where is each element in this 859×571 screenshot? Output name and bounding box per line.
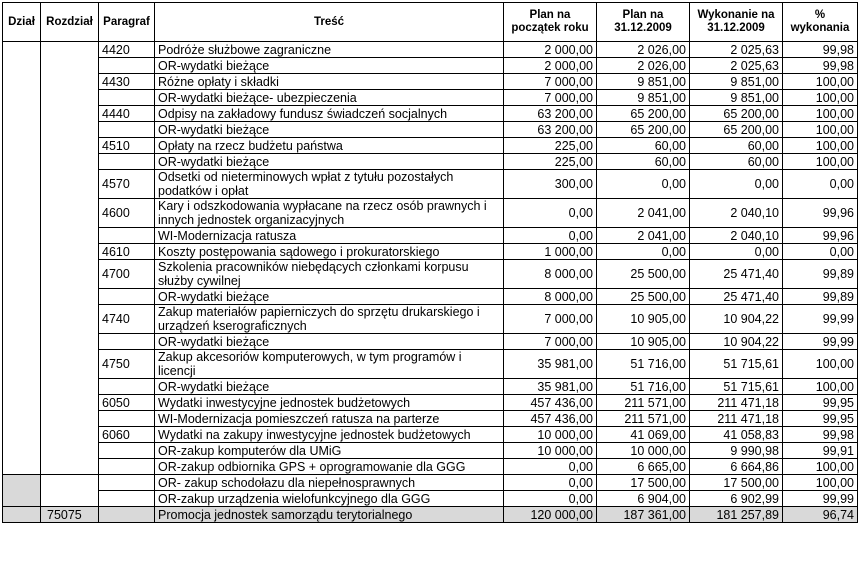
plan-start-cell: 10 000,00 <box>504 427 597 443</box>
plan-end-cell: 65 200,00 <box>597 122 690 138</box>
plan-start-cell: 63 200,00 <box>504 106 597 122</box>
plan-start-cell: 0,00 <box>504 228 597 244</box>
table-row <box>3 491 858 507</box>
plan-end-cell: 211 571,00 <box>597 411 690 427</box>
tresc-cell: OR-wydatki bieżące <box>155 289 504 305</box>
summary-plan-start-cell: 120 000,00 <box>504 507 597 523</box>
table-row <box>3 443 858 459</box>
wykonanie-cell: 2 025,63 <box>690 58 783 74</box>
paragraf-cell <box>99 475 155 491</box>
plan-end-cell: 2 041,00 <box>597 199 690 228</box>
percent-cell: 100,00 <box>783 74 858 90</box>
tresc-cell: OR-wydatki bieżące- ubezpieczenia <box>155 90 504 106</box>
tresc-cell: OR-wydatki bieżące <box>155 58 504 74</box>
percent-cell: 100,00 <box>783 90 858 106</box>
tresc-cell: Zakup materiałów papierniczych do sprzętu drukarskiego i urządzeń kserograficznych <box>155 305 504 334</box>
tresc-cell: Wydatki inwestycyjne jednostek budżetowych <box>155 395 504 411</box>
plan-end-cell: 0,00 <box>597 244 690 260</box>
wykonanie-cell: 9 851,00 <box>690 90 783 106</box>
plan-end-cell: 10 905,00 <box>597 334 690 350</box>
tresc-cell: WI-Modernizacja ratusza <box>155 228 504 244</box>
summary-row <box>3 507 858 523</box>
wykonanie-cell: 60,00 <box>690 154 783 170</box>
percent-cell: 100,00 <box>783 350 858 379</box>
plan-end-cell: 0,00 <box>597 170 690 199</box>
wykonanie-cell: 211 471,18 <box>690 395 783 411</box>
tresc-cell: OR-wydatki bieżące <box>155 379 504 395</box>
table-row <box>3 228 858 244</box>
tresc-cell: OR-zakup komputerów dla UMiG <box>155 443 504 459</box>
percent-cell: 99,89 <box>783 289 858 305</box>
tresc-cell: Odsetki od nieterminowych wpłat z tytułu pozostałych podatków i opłat <box>155 170 504 199</box>
percent-cell: 99,96 <box>783 199 858 228</box>
table-body <box>3 42 858 523</box>
summary-wykonanie-cell: 181 257,89 <box>690 507 783 523</box>
table-row <box>3 244 858 260</box>
paragraf-cell: 4700 <box>99 260 155 289</box>
tresc-cell: OR-zakup odbiornika GPS + oprogramowanie dla GGG <box>155 459 504 475</box>
percent-cell: 99,95 <box>783 395 858 411</box>
plan-start-cell: 225,00 <box>504 154 597 170</box>
plan-end-cell: 17 500,00 <box>597 475 690 491</box>
plan-end-cell: 51 716,00 <box>597 350 690 379</box>
plan-start-cell: 0,00 <box>504 475 597 491</box>
plan-start-cell: 7 000,00 <box>504 334 597 350</box>
percent-cell: 0,00 <box>783 244 858 260</box>
plan-end-cell: 51 716,00 <box>597 379 690 395</box>
paragraf-cell: 4750 <box>99 350 155 379</box>
table-row <box>3 260 858 289</box>
plan-start-cell: 457 436,00 <box>504 411 597 427</box>
rozdzial-cell-blank <box>41 475 99 507</box>
wykonanie-cell: 25 471,40 <box>690 289 783 305</box>
wykonanie-cell: 51 715,61 <box>690 379 783 395</box>
plan-end-cell: 2 026,00 <box>597 42 690 58</box>
paragraf-cell: 4600 <box>99 199 155 228</box>
summary-tresc-cell: Promocja jednostek samorządu terytorialnego <box>155 507 504 523</box>
percent-cell: 100,00 <box>783 138 858 154</box>
percent-cell: 100,00 <box>783 475 858 491</box>
plan-start-cell: 7 000,00 <box>504 90 597 106</box>
plan-start-cell: 0,00 <box>504 491 597 507</box>
plan-start-cell: 300,00 <box>504 170 597 199</box>
header-percent: % wykonania <box>783 3 858 42</box>
plan-start-cell: 63 200,00 <box>504 122 597 138</box>
plan-end-cell: 60,00 <box>597 138 690 154</box>
table-row <box>3 350 858 379</box>
plan-end-cell: 25 500,00 <box>597 289 690 305</box>
header-paragraf: Paragraf <box>99 3 155 42</box>
wykonanie-cell: 211 471,18 <box>690 411 783 427</box>
header-dzial: Dział <box>3 3 41 42</box>
percent-cell: 100,00 <box>783 106 858 122</box>
summary-dzial-cell <box>3 507 41 523</box>
table-row <box>3 170 858 199</box>
plan-end-cell: 9 851,00 <box>597 90 690 106</box>
table-row <box>3 74 858 90</box>
summary-plan-end-cell: 187 361,00 <box>597 507 690 523</box>
header-wykonanie: Wykonanie na 31.12.2009 <box>690 3 783 42</box>
plan-start-cell: 35 981,00 <box>504 379 597 395</box>
wykonanie-cell: 0,00 <box>690 170 783 199</box>
table-row <box>3 475 858 491</box>
percent-cell: 99,98 <box>783 58 858 74</box>
header-rozdzial: Rozdział <box>41 3 99 42</box>
tresc-cell: Podróże służbowe zagraniczne <box>155 42 504 58</box>
percent-cell: 99,98 <box>783 427 858 443</box>
paragraf-cell: 6050 <box>99 395 155 411</box>
table-row <box>3 459 858 475</box>
dzial-cell <box>3 42 41 475</box>
paragraf-cell: 4740 <box>99 305 155 334</box>
wykonanie-cell: 65 200,00 <box>690 122 783 138</box>
plan-start-cell: 0,00 <box>504 459 597 475</box>
paragraf-cell <box>99 154 155 170</box>
table-row <box>3 154 858 170</box>
tresc-cell: Kary i odszkodowania wypłacane na rzecz osób prawnych i innych jednostek organizacyjnych <box>155 199 504 228</box>
percent-cell: 0,00 <box>783 170 858 199</box>
table-row <box>3 138 858 154</box>
wykonanie-cell: 2 040,10 <box>690 199 783 228</box>
tresc-cell: WI-Modernizacja pomieszczeń ratusza na parterze <box>155 411 504 427</box>
percent-cell: 100,00 <box>783 459 858 475</box>
percent-cell: 99,99 <box>783 334 858 350</box>
plan-end-cell: 6 665,00 <box>597 459 690 475</box>
percent-cell: 100,00 <box>783 154 858 170</box>
table-row <box>3 427 858 443</box>
plan-start-cell: 10 000,00 <box>504 443 597 459</box>
table-row <box>3 42 858 58</box>
percent-cell: 99,99 <box>783 491 858 507</box>
wykonanie-cell: 10 904,22 <box>690 305 783 334</box>
percent-cell: 99,98 <box>783 42 858 58</box>
wykonanie-cell: 60,00 <box>690 138 783 154</box>
paragraf-cell <box>99 379 155 395</box>
plan-end-cell: 65 200,00 <box>597 106 690 122</box>
wykonanie-cell: 25 471,40 <box>690 260 783 289</box>
tresc-cell: OR-wydatki bieżące <box>155 334 504 350</box>
table-row <box>3 106 858 122</box>
plan-start-cell: 0,00 <box>504 199 597 228</box>
paragraf-cell: 4510 <box>99 138 155 154</box>
paragraf-cell <box>99 289 155 305</box>
summary-percent-cell: 96,74 <box>783 507 858 523</box>
dzial-cell-shaded <box>3 475 41 507</box>
plan-start-cell: 2 000,00 <box>504 58 597 74</box>
table-row <box>3 90 858 106</box>
paragraf-cell: 6060 <box>99 427 155 443</box>
wykonanie-cell: 41 058,83 <box>690 427 783 443</box>
plan-end-cell: 2 041,00 <box>597 228 690 244</box>
paragraf-cell <box>99 443 155 459</box>
header-plan-start: Plan na początek roku <box>504 3 597 42</box>
paragraf-cell <box>99 122 155 138</box>
paragraf-cell <box>99 228 155 244</box>
paragraf-cell: 4430 <box>99 74 155 90</box>
plan-end-cell: 9 851,00 <box>597 74 690 90</box>
table-row <box>3 411 858 427</box>
table-row <box>3 379 858 395</box>
paragraf-cell: 4440 <box>99 106 155 122</box>
paragraf-cell: 4610 <box>99 244 155 260</box>
plan-start-cell: 35 981,00 <box>504 350 597 379</box>
summary-paragraf-cell <box>99 507 155 523</box>
plan-start-cell: 2 000,00 <box>504 42 597 58</box>
paragraf-cell <box>99 334 155 350</box>
percent-cell: 99,99 <box>783 305 858 334</box>
table-row <box>3 199 858 228</box>
percent-cell: 99,96 <box>783 228 858 244</box>
table-row <box>3 395 858 411</box>
percent-cell: 100,00 <box>783 379 858 395</box>
wykonanie-cell: 65 200,00 <box>690 106 783 122</box>
tresc-cell: Koszty postępowania sądowego i prokuratorskiego <box>155 244 504 260</box>
wykonanie-cell: 10 904,22 <box>690 334 783 350</box>
tresc-cell: Zakup akcesoriów komputerowych, w tym programów i licencji <box>155 350 504 379</box>
percent-cell: 100,00 <box>783 122 858 138</box>
tresc-cell: Wydatki na zakupy inwestycyjne jednostek budżetowych <box>155 427 504 443</box>
plan-end-cell: 25 500,00 <box>597 260 690 289</box>
wykonanie-cell: 0,00 <box>690 244 783 260</box>
summary-rozdzial-cell: 75075 <box>41 507 99 523</box>
percent-cell: 99,89 <box>783 260 858 289</box>
plan-end-cell: 60,00 <box>597 154 690 170</box>
wykonanie-cell: 6 902,99 <box>690 491 783 507</box>
paragraf-cell <box>99 459 155 475</box>
tresc-cell: OR- zakup schodołazu dla niepełnosprawnych <box>155 475 504 491</box>
table-row <box>3 305 858 334</box>
paragraf-cell: 4420 <box>99 42 155 58</box>
wykonanie-cell: 9 851,00 <box>690 74 783 90</box>
plan-end-cell: 6 904,00 <box>597 491 690 507</box>
plan-start-cell: 225,00 <box>504 138 597 154</box>
table-row <box>3 58 858 74</box>
plan-end-cell: 10 905,00 <box>597 305 690 334</box>
paragraf-cell <box>99 411 155 427</box>
paragraf-cell <box>99 90 155 106</box>
wykonanie-cell: 9 990,98 <box>690 443 783 459</box>
wykonanie-cell: 17 500,00 <box>690 475 783 491</box>
tresc-cell: Opłaty na rzecz budżetu państwa <box>155 138 504 154</box>
rozdzial-cell <box>41 42 99 475</box>
tresc-cell: Szkolenia pracowników niebędących członkami korpusu służby cywilnej <box>155 260 504 289</box>
plan-start-cell: 8 000,00 <box>504 260 597 289</box>
plan-end-cell: 10 000,00 <box>597 443 690 459</box>
table-row <box>3 122 858 138</box>
header-tresc: Treść <box>155 3 504 42</box>
tresc-cell: OR-zakup urządzenia wielofunkcyjnego dla GGG <box>155 491 504 507</box>
tresc-cell: OR-wydatki bieżące <box>155 122 504 138</box>
table-row <box>3 334 858 350</box>
percent-cell: 99,91 <box>783 443 858 459</box>
tresc-cell: Różne opłaty i składki <box>155 74 504 90</box>
table-row <box>3 289 858 305</box>
plan-end-cell: 41 069,00 <box>597 427 690 443</box>
percent-cell: 99,95 <box>783 411 858 427</box>
plan-start-cell: 1 000,00 <box>504 244 597 260</box>
plan-end-cell: 211 571,00 <box>597 395 690 411</box>
plan-end-cell: 2 026,00 <box>597 58 690 74</box>
plan-start-cell: 7 000,00 <box>504 305 597 334</box>
wykonanie-cell: 2 040,10 <box>690 228 783 244</box>
wykonanie-cell: 6 664,86 <box>690 459 783 475</box>
tresc-cell: OR-wydatki bieżące <box>155 154 504 170</box>
header-row <box>3 3 858 42</box>
tresc-cell: Odpisy na zakładowy fundusz świadczeń socjalnych <box>155 106 504 122</box>
plan-start-cell: 8 000,00 <box>504 289 597 305</box>
wykonanie-cell: 2 025,63 <box>690 42 783 58</box>
paragraf-cell: 4570 <box>99 170 155 199</box>
plan-start-cell: 7 000,00 <box>504 74 597 90</box>
wykonanie-cell: 51 715,61 <box>690 350 783 379</box>
budget-table <box>2 2 858 523</box>
paragraf-cell <box>99 491 155 507</box>
paragraf-cell <box>99 58 155 74</box>
plan-start-cell: 457 436,00 <box>504 395 597 411</box>
header-plan-end: Plan na 31.12.2009 <box>597 3 690 42</box>
